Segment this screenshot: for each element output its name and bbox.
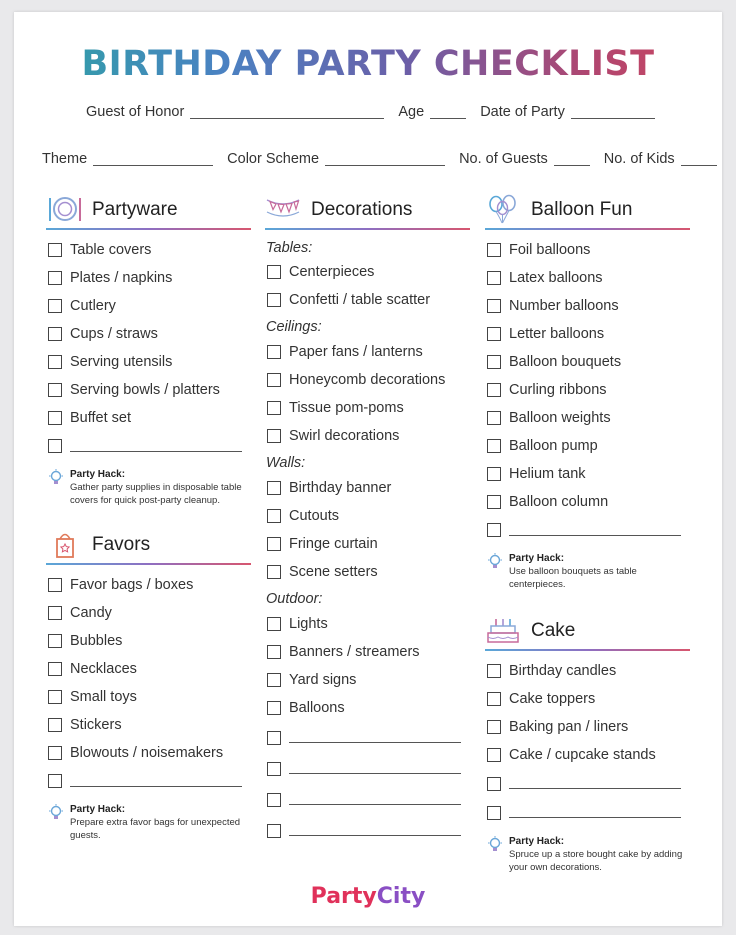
cake-blank-item[interactable] (485, 769, 690, 798)
favors-title: Favors (92, 534, 151, 555)
decorations-header (265, 192, 470, 230)
checkbox[interactable] (487, 692, 501, 706)
favors-hack (46, 803, 251, 842)
outdoor-list (265, 610, 470, 846)
favors-list (46, 571, 251, 795)
checkbox[interactable] (48, 578, 62, 592)
checkbox[interactable] (267, 429, 281, 443)
partyware-item[interactable]: Serving utensils (46, 348, 251, 376)
ceilings-list (265, 338, 470, 450)
checkbox[interactable] (48, 746, 62, 760)
no-of-guests-label: No. of Guests (459, 151, 548, 167)
checkbox[interactable] (487, 720, 501, 734)
cake-title: Cake (531, 620, 576, 641)
party-city-logo (0, 884, 736, 909)
checkbox[interactable] (267, 401, 281, 415)
decorations-item[interactable]: Centerpieces (265, 258, 470, 286)
balloon-fun-item[interactable]: Balloon pump (485, 432, 690, 460)
checkbox[interactable] (487, 327, 501, 341)
checkbox[interactable] (48, 243, 62, 257)
balloon-fun-hack (485, 552, 690, 591)
write-in-line[interactable] (70, 450, 242, 452)
checkbox[interactable] (48, 690, 62, 704)
lightbulb-icon (487, 553, 503, 571)
partyware-list (46, 236, 251, 460)
theme-field[interactable] (93, 164, 213, 166)
tables-subhead: Tables: (266, 240, 313, 256)
hack-text: Use balloon bouquets as table centerpieces. (509, 566, 637, 590)
checkbox[interactable] (487, 271, 501, 285)
checkbox[interactable] (487, 748, 501, 762)
checkbox[interactable] (48, 439, 62, 453)
partyware-header (46, 192, 251, 230)
cake-item[interactable]: Birthday candles (485, 657, 690, 685)
logo-text-party: Party (310, 884, 377, 909)
logo-text-city: City (376, 884, 426, 909)
gift-bag-icon (46, 529, 82, 559)
decorations-blank-item[interactable] (265, 753, 470, 784)
checkbox[interactable] (267, 617, 281, 631)
decorations-blank-item[interactable] (265, 784, 470, 815)
checkbox[interactable] (487, 806, 501, 820)
partyware-hack (46, 468, 251, 507)
checkbox[interactable] (48, 355, 62, 369)
column-right (485, 192, 690, 874)
decorations-blank-item[interactable] (265, 722, 470, 753)
checkbox[interactable] (48, 299, 62, 313)
checkbox[interactable] (487, 495, 501, 509)
partyware-item[interactable]: Cutlery (46, 292, 251, 320)
decorations-item[interactable]: Yard signs (265, 666, 470, 694)
decorations-item[interactable]: Scene setters (265, 558, 470, 586)
lightbulb-icon (48, 469, 64, 487)
decorations-section (265, 192, 470, 846)
cake-hack (485, 835, 690, 874)
checkbox[interactable] (48, 271, 62, 285)
hack-label: Party Hack: (70, 804, 126, 815)
cake-item[interactable]: Cake / cupcake stands (485, 741, 690, 769)
write-in-line[interactable] (509, 816, 681, 818)
date-of-party-field[interactable] (571, 117, 655, 119)
cake-icon (485, 615, 521, 645)
favors-item[interactable]: Favor bags / boxes (46, 571, 251, 599)
age-field[interactable] (430, 117, 466, 119)
decorations-item[interactable]: Tissue pom-poms (265, 394, 470, 422)
decorations-item[interactable]: Confetti / table scatter (265, 286, 470, 314)
write-in-line[interactable] (289, 834, 461, 836)
balloon-fun-item[interactable]: Foil balloons (485, 236, 690, 264)
checkbox[interactable] (48, 662, 62, 676)
write-in-line[interactable] (509, 534, 681, 536)
checkbox[interactable] (487, 523, 501, 537)
checkbox[interactable] (487, 777, 501, 791)
partyware-section (46, 192, 251, 507)
page-title: BIRTHDAY PARTY CHECKLIST (0, 44, 736, 84)
balloon-fun-item[interactable]: Balloon weights (485, 404, 690, 432)
date-of-party-label: Date of Party (480, 104, 565, 120)
checkbox[interactable] (487, 383, 501, 397)
decorations-item[interactable]: Birthday banner (265, 474, 470, 502)
decorations-item[interactable]: Paper fans / lanterns (265, 338, 470, 366)
checkbox[interactable] (487, 411, 501, 425)
balloon-fun-list (485, 236, 690, 544)
decorations-blank-item[interactable] (265, 815, 470, 846)
favors-item[interactable]: Bubbles (46, 627, 251, 655)
checkbox[interactable] (267, 293, 281, 307)
partyware-title: Partyware (92, 199, 178, 220)
color-scheme-label: Color Scheme (227, 151, 320, 167)
column-middle (265, 192, 470, 846)
cake-item[interactable]: Cake toppers (485, 685, 690, 713)
checkbox[interactable] (267, 481, 281, 495)
hack-label: Party Hack: (509, 553, 565, 564)
cake-header (485, 613, 690, 651)
ceilings-subhead: Ceilings: (266, 319, 322, 335)
plate-cutlery-icon (46, 194, 82, 224)
fields-row-1 (86, 104, 661, 120)
checkbox[interactable] (267, 762, 281, 776)
partyware-item[interactable]: Cups / straws (46, 320, 251, 348)
balloon-fun-item[interactable]: Latex balloons (485, 264, 690, 292)
balloon-fun-item[interactable]: Number balloons (485, 292, 690, 320)
checkbox[interactable] (48, 774, 62, 788)
checkbox[interactable] (487, 299, 501, 313)
balloon-fun-item[interactable]: Letter balloons (485, 320, 690, 348)
favors-item[interactable]: Necklaces (46, 655, 251, 683)
checkbox[interactable] (48, 383, 62, 397)
favors-item[interactable]: Blowouts / noisemakers (46, 739, 251, 767)
column-left (46, 192, 251, 842)
fields-row-2 (42, 151, 723, 167)
checkbox[interactable] (267, 373, 281, 387)
checkbox[interactable] (487, 243, 501, 257)
decorations-item[interactable]: Lights (265, 610, 470, 638)
favors-item[interactable]: Candy (46, 599, 251, 627)
no-of-guests-field[interactable] (554, 164, 590, 166)
tables-list (265, 258, 470, 314)
checkbox[interactable] (267, 565, 281, 579)
guest-of-honor-label: Guest of Honor (86, 104, 185, 120)
balloon-fun-item[interactable]: Balloon column (485, 488, 690, 516)
checkbox[interactable] (48, 327, 62, 341)
checkbox[interactable] (267, 509, 281, 523)
favors-blank-item[interactable] (46, 767, 251, 795)
balloon-fun-header (485, 192, 690, 230)
balloon-fun-item[interactable]: Balloon bouquets (485, 348, 690, 376)
hack-label: Party Hack: (70, 469, 126, 480)
no-of-kids-label: No. of Kids (603, 151, 675, 167)
color-scheme-field[interactable] (325, 164, 445, 166)
hack-text: Prepare extra favor bags for unexpected guests. (70, 817, 241, 841)
checkbox[interactable] (48, 411, 62, 425)
partyware-item[interactable]: Table covers (46, 236, 251, 264)
decorations-item[interactable]: Swirl decorations (265, 422, 470, 450)
decorations-item[interactable]: Balloons (265, 694, 470, 722)
checkbox[interactable] (487, 355, 501, 369)
checkbox[interactable] (487, 467, 501, 481)
outdoor-subhead: Outdoor: (266, 591, 323, 607)
lightbulb-icon (487, 836, 503, 854)
write-in-line[interactable] (70, 785, 242, 787)
checkbox[interactable] (48, 634, 62, 648)
balloon-fun-item[interactable]: Helium tank (485, 460, 690, 488)
favors-section (46, 527, 251, 842)
checkbox[interactable] (267, 645, 281, 659)
walls-list (265, 474, 470, 586)
age-label: Age (398, 104, 425, 120)
partyware-item[interactable]: Buffet set (46, 404, 251, 432)
balloons-icon (485, 194, 521, 224)
checkbox[interactable] (267, 345, 281, 359)
checkbox[interactable] (48, 718, 62, 732)
hack-text: Gather party supplies in disposable table covers for quick post-party cleanup. (70, 482, 242, 506)
decorations-item[interactable]: Honeycomb decorations (265, 366, 470, 394)
balloon-fun-item[interactable]: Curling ribbons (485, 376, 690, 404)
balloon-fun-section (485, 192, 690, 591)
decorations-title: Decorations (311, 199, 413, 220)
decorations-item[interactable]: Fringe curtain (265, 530, 470, 558)
partyware-item[interactable]: Serving bowls / platters (46, 376, 251, 404)
balloon-fun-blank-item[interactable] (485, 516, 690, 544)
decorations-item[interactable]: Cutouts (265, 502, 470, 530)
checkbox[interactable] (267, 793, 281, 807)
favors-item[interactable]: Small toys (46, 683, 251, 711)
partyware-blank-item[interactable] (46, 432, 251, 460)
partyware-item[interactable]: Plates / napkins (46, 264, 251, 292)
checkbox[interactable] (267, 673, 281, 687)
decorations-item[interactable]: Banners / streamers (265, 638, 470, 666)
cake-list (485, 657, 690, 827)
favors-header (46, 527, 251, 565)
checkbox[interactable] (48, 606, 62, 620)
cake-item[interactable]: Baking pan / liners (485, 713, 690, 741)
cake-blank-item[interactable] (485, 798, 690, 827)
bunting-icon (265, 194, 301, 224)
checkbox[interactable] (267, 265, 281, 279)
checkbox[interactable] (267, 701, 281, 715)
guest-of-honor-field[interactable] (190, 117, 384, 119)
write-in-line[interactable] (509, 787, 681, 789)
checkbox[interactable] (267, 824, 281, 838)
cake-section (485, 613, 690, 874)
lightbulb-icon (48, 804, 64, 822)
write-in-line[interactable] (289, 741, 461, 743)
checkbox[interactable] (267, 731, 281, 745)
favors-item[interactable]: Stickers (46, 711, 251, 739)
hack-label: Party Hack: (509, 836, 565, 847)
write-in-line[interactable] (289, 772, 461, 774)
checkbox[interactable] (487, 664, 501, 678)
checkbox[interactable] (267, 537, 281, 551)
theme-label: Theme (42, 151, 88, 167)
write-in-line[interactable] (289, 803, 461, 805)
no-of-kids-field[interactable] (681, 164, 717, 166)
checkbox[interactable] (487, 439, 501, 453)
balloon-fun-title: Balloon Fun (531, 199, 633, 220)
hack-text: Spruce up a store bought cake by adding your own decorations. (509, 849, 683, 873)
walls-subhead: Walls: (266, 455, 306, 471)
